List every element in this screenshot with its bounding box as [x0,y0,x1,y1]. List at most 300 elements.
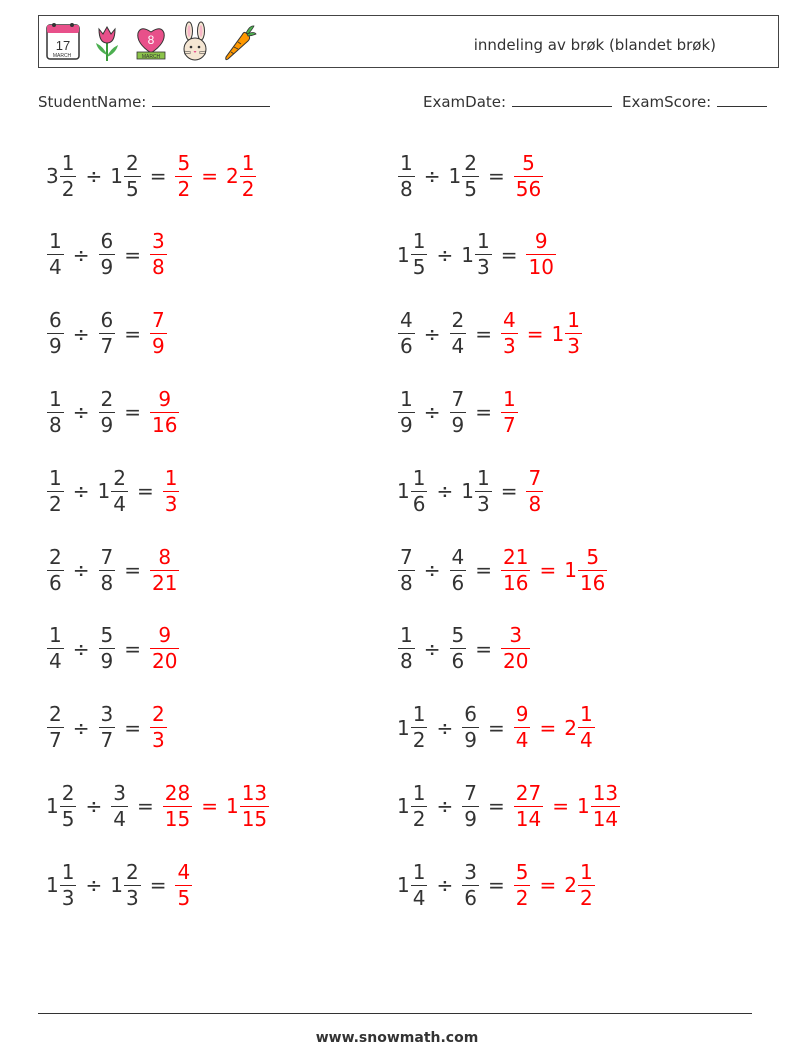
divisor [110,151,141,202]
answer [513,702,596,753]
fraction [411,781,428,832]
numerator: 9 [158,623,172,648]
numerator: 1 [49,229,62,254]
fraction [124,151,141,202]
dividend [397,702,428,753]
denominator: 9 [100,255,114,280]
denominator: 4 [412,885,426,910]
answer [149,229,168,280]
answer [513,781,621,832]
problem-item [46,146,257,206]
fraction [124,860,141,911]
equals-sign: = [475,321,492,346]
answer [149,545,180,596]
answer-mixed [226,151,257,202]
denominator: 14 [515,806,542,831]
numerator: 5 [515,859,529,884]
fraction [501,623,530,674]
fraction [398,308,415,359]
divisor [98,229,117,280]
problem-item [397,698,596,758]
equals-sign: = [487,873,505,898]
denominator: 2 [412,806,426,831]
denominator: 9 [400,412,413,437]
fraction [47,387,64,438]
denominator: 8 [400,570,413,595]
calendar-month: MARCH [52,53,72,59]
whole-number: 1 [97,479,111,504]
answer-mixed [577,781,621,832]
fraction [514,702,531,753]
problem-item [397,304,583,364]
fraction [450,308,467,359]
denominator: 2 [61,176,75,201]
fraction [60,781,77,832]
answer-improper [513,860,532,911]
equals-sign: = [149,164,167,188]
fraction [99,623,116,674]
whole-number: 1 [564,558,577,582]
denominator: 16 [503,570,529,595]
numerator: 7 [152,308,165,333]
dividend [397,387,416,438]
equals-sign: = [201,794,218,819]
fraction [398,623,415,674]
divisor [110,781,129,832]
divide-sign: ÷ [423,400,441,425]
problem-item [46,776,270,836]
denominator: 3 [61,885,75,910]
fraction [501,308,518,359]
numerator: 5 [177,150,191,175]
numerator: 1 [49,386,62,411]
divisor [449,308,468,359]
answer [149,702,168,753]
whole-number: 1 [461,479,474,504]
denominator: 16 [152,412,178,437]
denominator: 16 [579,570,606,595]
fraction [514,781,543,832]
numerator: 1 [567,308,580,333]
equals-sign: = [487,715,505,740]
dividend [46,387,65,438]
denominator: 3 [164,491,178,516]
numerator: 5 [522,150,535,175]
denominator: 7 [100,334,114,359]
problem-item [397,225,557,285]
numerator: 6 [100,229,114,254]
dividend [46,623,65,674]
fraction [175,860,192,911]
denominator: 2 [579,885,593,910]
answer-improper [174,860,193,911]
numerator: 1 [49,623,62,648]
fraction [150,308,167,359]
numerator: 1 [400,386,413,411]
answer-mixed [564,860,595,911]
denominator: 5 [464,176,477,201]
numerator: 1 [412,229,426,254]
fraction [578,860,595,911]
numerator: 3 [100,702,114,727]
dividend [397,151,416,202]
divisor [461,466,492,517]
problem-item [397,146,544,206]
denominator: 3 [476,255,490,280]
denominator: 3 [152,728,165,753]
dividend [397,466,428,517]
denominator: 3 [567,334,580,359]
numerator: 6 [100,308,114,333]
numerator: 3 [113,780,126,805]
divisor [98,387,117,438]
answer [525,229,556,280]
whole-number: 1 [448,164,462,188]
heart-ribbon: MARCH [141,54,161,60]
equals-sign: = [124,321,141,346]
fraction [99,702,116,753]
denominator: 3 [476,491,490,516]
answer-mixed [564,545,608,596]
numerator: 3 [464,859,477,884]
answer-improper [149,545,180,596]
answer-improper [500,623,531,674]
fraction [111,466,128,517]
fraction [47,466,64,517]
dividend [397,545,416,596]
answer-mixed [226,781,270,832]
numerator: 2 [100,386,114,411]
denominator: 8 [400,176,413,201]
whole-number: 1 [397,715,410,740]
answer [500,387,519,438]
denominator: 20 [503,649,529,674]
answer-improper [500,387,519,438]
denominator: 3 [503,334,516,359]
denominator: 6 [464,885,477,910]
whole-number: 2 [564,873,577,898]
denominator: 2 [412,728,426,753]
divide-sign: ÷ [72,321,90,346]
denominator: 20 [152,649,178,674]
numerator: 2 [464,150,477,175]
equals-sign: = [487,164,505,188]
divide-sign: ÷ [423,636,441,661]
denominator: 9 [49,334,62,359]
problem-item [46,855,193,915]
numerator: 5 [451,623,465,648]
answer [500,623,531,674]
equals-sign: = [552,794,569,819]
numerator: 4 [177,859,191,884]
numerator: 13 [241,780,268,805]
whole-number: 1 [46,873,59,898]
numerator: 1 [61,150,75,175]
fraction [47,702,64,753]
fraction [60,860,77,911]
divide-sign: ÷ [436,479,454,504]
fraction [501,545,530,596]
numerator: 2 [61,780,75,805]
divide-sign: ÷ [72,558,90,582]
problem-item [46,619,180,679]
numerator: 3 [152,229,165,254]
divide-sign: ÷ [72,636,90,661]
answer-improper [149,229,168,280]
equals-sign: = [124,558,141,582]
fraction [47,623,64,674]
problem-item [46,304,168,364]
fraction [514,860,531,911]
equals-sign: = [539,558,557,582]
denominator: 4 [579,728,593,753]
answer-improper [513,781,544,832]
numerator: 3 [509,623,523,648]
fraction [175,151,192,202]
fraction [398,545,415,596]
denominator: 4 [49,255,62,280]
answer-mixed [552,308,583,359]
fraction [450,387,467,438]
denominator: 4 [451,334,465,359]
denominator: 10 [528,255,554,280]
fraction [47,308,64,359]
dividend [46,466,65,517]
denominator: 9 [152,334,165,359]
problem-item [46,698,168,758]
denominator: 7 [100,728,114,753]
fraction [47,545,64,596]
numerator: 5 [100,623,114,648]
answer-improper [174,151,193,202]
fraction [240,781,269,832]
answer-improper [149,387,180,438]
fraction [514,151,543,202]
fraction [475,229,492,280]
numerator: 1 [503,386,516,411]
fraction [150,702,167,753]
numerator: 2 [125,859,139,884]
fraction [462,702,479,753]
answer [500,545,608,596]
divisor [98,545,117,596]
footer-url: www.snowmath.com [315,1030,479,1046]
equals-sign: = [500,479,518,504]
fraction [578,545,607,596]
whole-number: 1 [397,794,410,819]
numerator: 7 [100,544,114,569]
denominator: 2 [177,176,191,201]
dividend [397,623,416,674]
denominator: 8 [400,649,413,674]
dividend [46,702,65,753]
denominator: 9 [100,412,114,437]
denominator: 9 [451,412,465,437]
answer [149,623,180,674]
denominator: 3 [125,885,139,910]
whole-number: 1 [551,321,565,346]
dividend [397,229,428,280]
numerator: 8 [158,544,172,569]
problem-item [46,461,180,521]
answer [162,781,270,832]
numerator: 1 [164,465,178,490]
fraction [47,229,64,280]
dividend [46,545,65,596]
equals-sign: = [124,636,141,661]
divide-sign: ÷ [85,164,103,188]
exam-date-label: ExamDate: [423,93,507,111]
fraction [450,623,467,674]
divisor [461,860,480,911]
problem-item [397,382,519,442]
answer-improper [500,308,519,359]
fraction [99,387,116,438]
footer-divider [38,1013,752,1014]
denominator: 9 [100,649,114,674]
fraction [163,781,192,832]
answer-improper [149,702,168,753]
divide-sign: ÷ [436,794,454,819]
problem-item [397,855,596,915]
numerator: 1 [412,702,426,727]
dividend [46,229,65,280]
answer-improper [513,151,544,202]
denominator: 6 [400,334,413,359]
equals-sign: = [475,636,492,661]
divisor [98,623,117,674]
denominator: 5 [412,255,426,280]
fraction [578,702,595,753]
denominator: 8 [152,255,165,280]
fraction [99,229,116,280]
numerator: 1 [61,859,75,884]
fraction [591,781,620,832]
answer-improper [513,702,532,753]
calendar-day: 17 [55,38,71,53]
numerator: 7 [528,465,542,490]
answer-improper [149,308,168,359]
numerator: 1 [400,150,413,175]
dividend [397,781,428,832]
denominator: 2 [241,176,255,201]
numerator: 2 [49,544,62,569]
equals-sign: = [124,715,141,740]
answer [149,308,168,359]
numerator: 1 [241,150,255,175]
divide-sign: ÷ [72,400,90,425]
answer [513,860,596,911]
answer-improper [500,545,531,596]
fraction [450,545,467,596]
denominator: 7 [49,728,62,753]
equals-sign: = [500,242,518,267]
whole-number: 1 [46,794,59,819]
numerator: 4 [503,308,516,333]
equals-sign: = [487,794,505,819]
denominator: 5 [125,176,139,201]
denominator: 9 [464,728,477,753]
divide-sign: ÷ [85,794,103,819]
denominator: 4 [515,728,529,753]
whole-number: 1 [225,794,239,819]
denominator: 8 [49,412,62,437]
denominator: 7 [503,412,516,437]
equals-sign: = [526,321,544,346]
divisor [98,466,129,517]
denominator: 15 [241,806,268,831]
equals-sign: = [539,715,557,740]
divide-sign: ÷ [72,715,90,740]
fraction [526,466,543,517]
denominator: 4 [113,806,126,831]
divide-sign: ÷ [423,558,441,582]
equals-sign: = [201,164,218,188]
denominator: 6 [451,649,465,674]
fraction [475,466,492,517]
divide-sign: ÷ [436,715,454,740]
whole-number: 2 [564,715,577,740]
dividend [46,781,77,832]
numerator: 9 [158,386,172,411]
whole-number: 1 [397,479,410,504]
fraction [411,229,428,280]
numerator: 4 [451,544,465,569]
answer-improper [149,623,180,674]
divide-sign: ÷ [423,164,441,188]
equals-sign: = [539,873,557,898]
problem-item [46,382,180,442]
denominator: 8 [528,491,542,516]
fraction [60,151,77,202]
problem-item [46,540,180,600]
numerator: 7 [400,544,413,569]
denominator: 56 [515,176,542,201]
whole-number: 1 [110,873,123,898]
dividend [46,308,65,359]
whole-number: 1 [576,794,590,819]
whole-number: 1 [110,164,123,188]
numerator: 5 [586,544,600,569]
denominator: 6 [49,570,62,595]
numerator: 9 [534,229,548,254]
fraction [150,387,179,438]
equals-sign: = [475,400,492,425]
equals-sign: = [136,479,154,504]
denominator: 6 [412,491,426,516]
divisor [98,702,117,753]
numerator: 1 [400,623,413,648]
numerator: 7 [451,386,465,411]
answer [525,466,544,517]
numerator: 1 [579,702,593,727]
divide-sign: ÷ [423,321,441,346]
equals-sign: = [124,242,141,267]
numerator: 21 [503,544,529,569]
answer [500,308,583,359]
fraction [462,860,479,911]
fraction [398,151,415,202]
numerator: 2 [125,150,139,175]
dividend [46,151,77,202]
numerator: 27 [515,780,542,805]
numerator: 1 [579,859,593,884]
fraction [462,781,479,832]
denominator: 2 [515,885,529,910]
divisor [461,702,480,753]
numerator: 2 [113,465,126,490]
equals-sign: = [136,794,154,819]
